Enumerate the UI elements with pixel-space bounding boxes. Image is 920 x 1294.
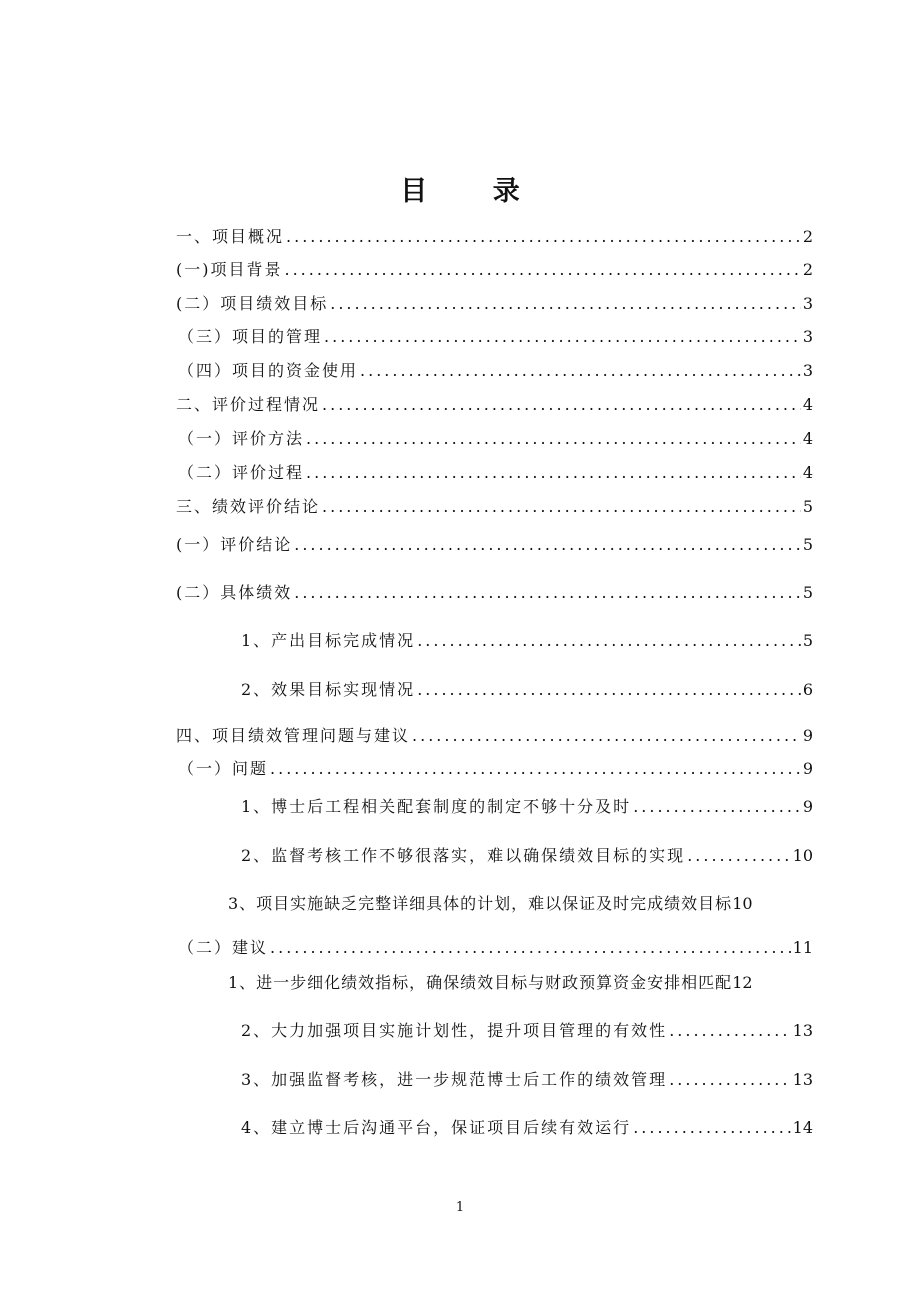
toc-entry-1-3[interactable] — [178, 324, 813, 350]
toc-entry-page: 4 — [802, 463, 813, 482]
toc-leader-dots — [285, 257, 801, 283]
toc-entry-3-2-1[interactable] — [241, 628, 813, 654]
toc-entry-2[interactable] — [176, 392, 813, 418]
toc-entry-text: 二、评价过程情况 — [176, 395, 321, 414]
toc-entry-page: 3 — [802, 361, 813, 380]
toc-entry-text: （一）评价方法 — [178, 429, 305, 448]
toc-entry-page: 2 — [802, 227, 813, 246]
toc-entry-page: 12 — [732, 973, 753, 992]
toc-leader-dots — [306, 426, 801, 452]
toc-entry-page: 10 — [732, 894, 753, 913]
toc-leader-dots — [330, 291, 801, 317]
toc-leader-dots — [687, 843, 790, 869]
toc-entry-text: 4、建立博士后沟通平台，保证项目后续有效运行 — [241, 1118, 632, 1137]
toc-entry-text: 1、进一步细化绩效指标，确保绩效目标与财政预算资金安排相匹配 — [228, 973, 733, 992]
toc-entry-text: (一）评价结论 — [176, 535, 293, 554]
toc-entry-4[interactable] — [176, 723, 813, 749]
toc-leader-dots — [417, 628, 801, 654]
toc-leader-dots — [633, 794, 801, 820]
toc-entry-3-1[interactable] — [176, 532, 813, 558]
toc-entry-4-2[interactable] — [178, 935, 813, 961]
toc-entry-page: 13 — [792, 1021, 813, 1040]
toc-leader-dots — [360, 358, 801, 384]
toc-entry-text: 三、绩效评价结论 — [176, 497, 321, 516]
toc-entry-text: (二）具体绩效 — [176, 583, 293, 602]
toc-entry-4-2-4[interactable] — [241, 1115, 813, 1141]
toc-leader-dots — [270, 756, 801, 782]
toc-entry-page: 5 — [802, 497, 813, 516]
page-number: 1 — [455, 1200, 465, 1215]
toc-entry-1-1[interactable] — [176, 257, 813, 283]
toc-entry-3-2-2[interactable] — [241, 677, 813, 703]
toc-title: 目 录 — [400, 176, 548, 207]
toc-entry-text: (一)项目背景 — [176, 260, 283, 279]
toc-entry-page: 14 — [792, 1118, 813, 1137]
toc-entry-page: 3 — [802, 327, 813, 346]
toc-leader-dots — [294, 532, 801, 558]
toc-entry-text: 四、项目绩效管理问题与建议 — [176, 726, 411, 745]
toc-entry-text: （四）项目的资金使用 — [178, 361, 359, 380]
toc-entry-4-2-1[interactable] — [228, 970, 813, 996]
toc-entry-2-1[interactable] — [178, 426, 813, 452]
toc-entry-text: 3、加强监督考核，进一步规范博士后工作的绩效管理 — [241, 1070, 668, 1089]
toc-entry-4-1-3[interactable] — [228, 891, 813, 917]
toc-entry-1-4[interactable] — [178, 358, 813, 384]
toc-leader-dots — [669, 1018, 790, 1044]
toc-leader-dots — [417, 677, 801, 703]
toc-entry-4-2-2[interactable] — [241, 1018, 813, 1044]
toc-leader-dots — [633, 1115, 790, 1141]
toc-entry-page: 9 — [802, 726, 813, 745]
toc-entry-page: 13 — [792, 1070, 813, 1089]
toc-entry-text: （二）建议 — [178, 938, 269, 957]
toc-entry-text: 2、监督考核工作不够很落实，难以确保绩效目标的实现 — [241, 846, 686, 865]
toc-entry-page: 10 — [792, 846, 813, 865]
toc-entry-page: 3 — [802, 294, 813, 313]
toc-leader-dots — [306, 460, 801, 486]
toc-entry-text: 1、产出目标完成情况 — [241, 631, 416, 650]
toc-entry-text: （二）评价过程 — [178, 463, 305, 482]
toc-entry-1-2[interactable] — [176, 291, 813, 317]
toc-entry-text: 1、博士后工程相关配套制度的制定不够十分及时 — [241, 797, 632, 816]
toc-entry-3-2[interactable] — [176, 580, 813, 606]
toc-entry-text: 3、项目实施缺乏完整详细具体的计划，难以保证及时完成绩效目标 — [228, 894, 733, 913]
toc-entry-4-1[interactable] — [178, 756, 813, 782]
toc-leader-dots — [270, 935, 791, 961]
toc-entry-page: 5 — [802, 535, 813, 554]
toc-entry-page: 5 — [802, 631, 813, 650]
toc-entry-page: 11 — [792, 938, 813, 957]
toc-entry-page: 5 — [802, 583, 813, 602]
toc-entry-page: 6 — [802, 680, 813, 699]
toc-leader-dots — [669, 1067, 790, 1093]
toc-leader-dots — [322, 392, 801, 418]
toc-entry-4-2-3[interactable] — [241, 1067, 813, 1093]
toc-entry-page: 2 — [802, 260, 813, 279]
toc-leader-dots — [322, 494, 801, 520]
toc-entry-1[interactable] — [176, 224, 813, 250]
toc-entry-4-1-2[interactable] — [241, 843, 813, 869]
toc-entry-page: 9 — [802, 797, 813, 816]
toc-entry-page: 4 — [802, 395, 813, 414]
toc-leader-dots — [294, 580, 801, 606]
toc-entry-text: 2、大力加强项目实施计划性，提升项目管理的有效性 — [241, 1021, 668, 1040]
toc-entry-text: 2、效果目标实现情况 — [241, 680, 416, 699]
toc-entry-page: 9 — [802, 759, 813, 778]
toc-entry-text: （三）项目的管理 — [178, 327, 323, 346]
toc-entry-text: 一、项目概况 — [176, 227, 285, 246]
toc-entry-2-2[interactable] — [178, 460, 813, 486]
toc-leader-dots — [286, 224, 801, 250]
toc-leader-dots — [324, 324, 801, 350]
toc-entry-text: （一）问题 — [178, 759, 269, 778]
toc-entry-text: (二）项目绩效目标 — [176, 294, 329, 313]
toc-entry-page: 4 — [802, 429, 813, 448]
toc-entry-3[interactable] — [176, 494, 813, 520]
toc-leader-dots — [412, 723, 801, 749]
toc-entry-4-1-1[interactable] — [241, 794, 813, 820]
